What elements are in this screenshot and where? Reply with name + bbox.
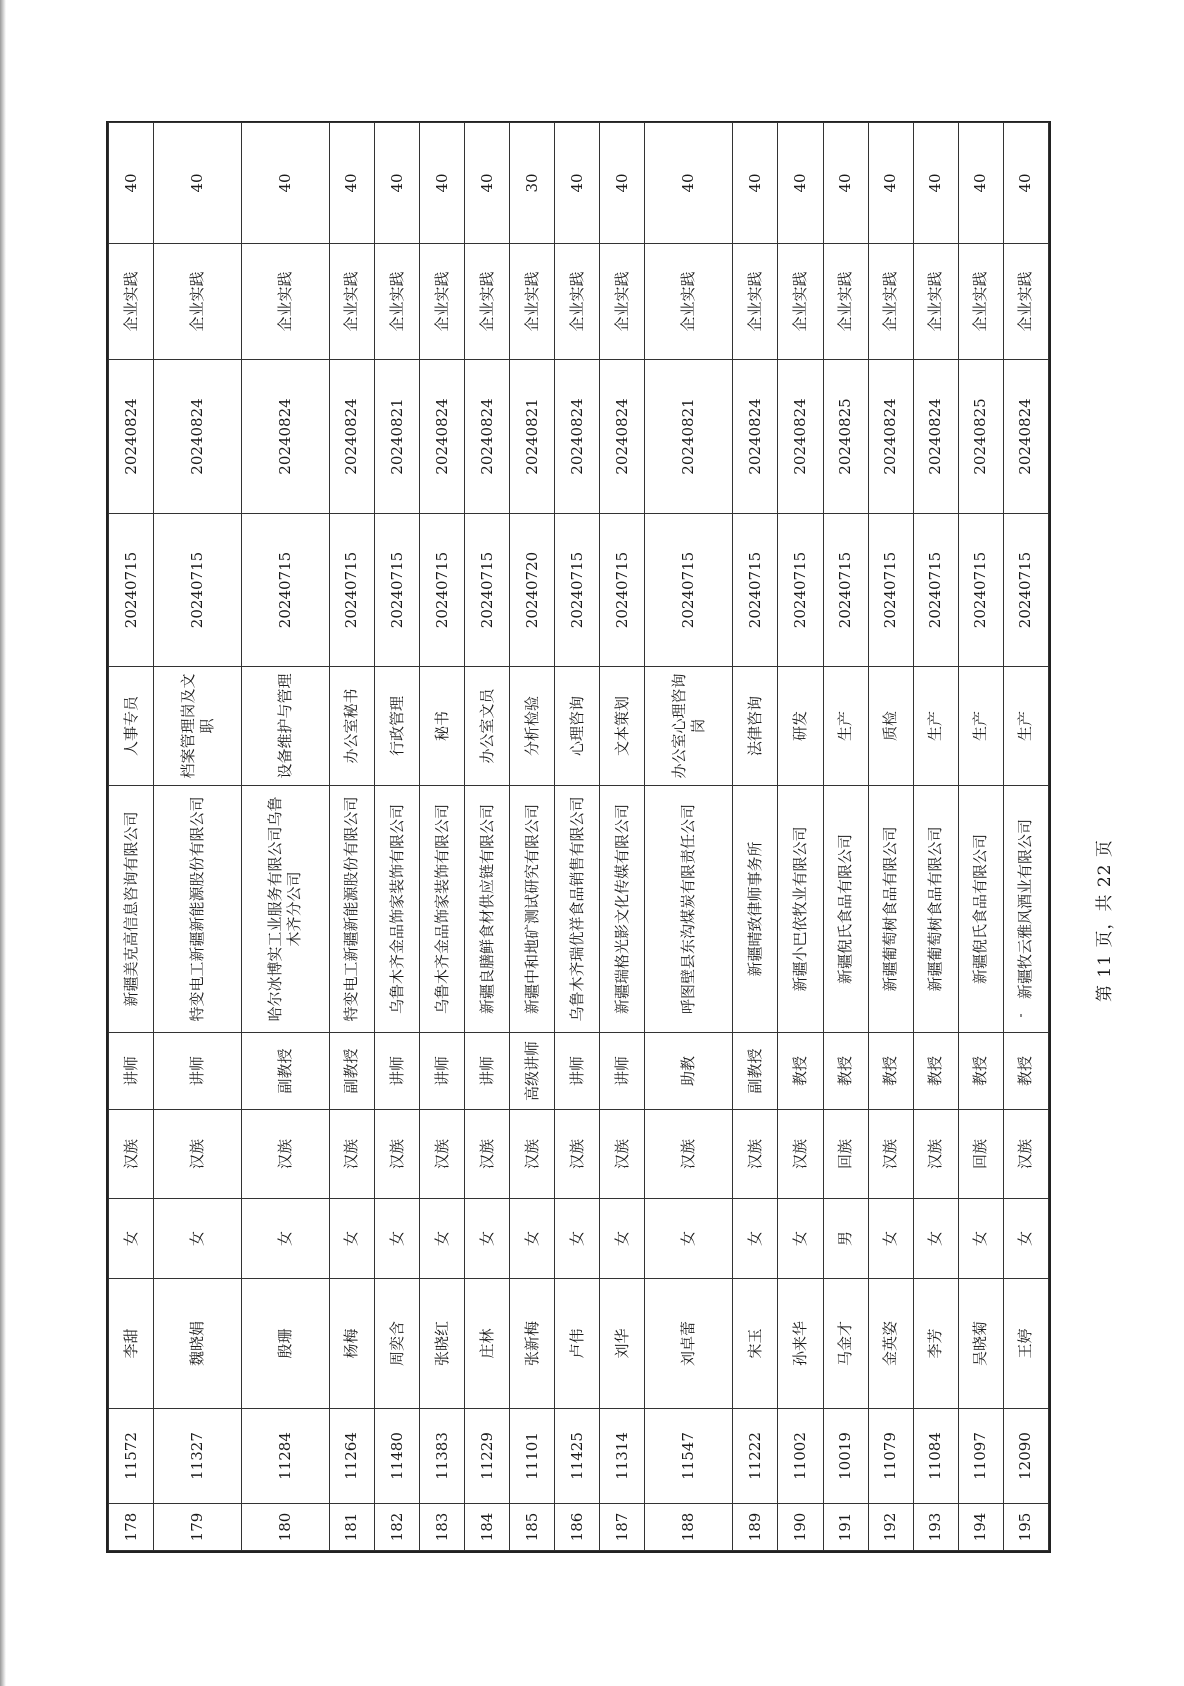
practice-type-cell: 企业实践 (958, 244, 1003, 360)
row-number-cell: 183 (420, 1504, 465, 1551)
row-number-cell: 190 (778, 1504, 823, 1551)
practice-position-cell: 人事专员 (109, 667, 154, 786)
practice-position-cell: 设备维护与管理 (241, 667, 329, 786)
practice-position-cell: 办公室秘书 (329, 667, 374, 786)
company-name-cell: 乌鲁木齐金品饰家装饰有限公司 (420, 786, 465, 1033)
practice-position-cell: 法律咨询 (733, 667, 778, 786)
practice-position-cell: 办公室心理咨询岗 (645, 667, 733, 786)
staff-id-cell: 11002 (778, 1409, 823, 1504)
hours-cell: 40 (154, 123, 242, 244)
start-date-cell: 20240715 (555, 514, 600, 667)
table-row (510, 123, 555, 1551)
gender-cell: 女 (420, 1199, 465, 1279)
company-name-cell: 新疆葡萄树食品有限公司 (868, 786, 913, 1033)
row-number-cell: 195 (1003, 1504, 1048, 1551)
staff-id-cell: 11097 (958, 1409, 1003, 1504)
practice-record-table (108, 122, 1049, 1551)
job-title-cell: 讲师 (600, 1033, 645, 1110)
practice-position-cell: 秘书 (420, 667, 465, 786)
scan-speck (1020, 1014, 1022, 1017)
practice-type-cell: 企业实践 (778, 244, 823, 360)
row-number-cell: 186 (555, 1504, 600, 1551)
hours-cell: 40 (600, 123, 645, 244)
practice-type-cell: 企业实践 (510, 244, 555, 360)
staff-id-cell: 11314 (600, 1409, 645, 1504)
practice-type-cell: 企业实践 (420, 244, 465, 360)
ethnicity-cell: 回族 (958, 1110, 1003, 1199)
practice-position-cell: 生产 (913, 667, 958, 786)
rotated-table-container (108, 123, 1049, 1551)
hours-cell: 40 (555, 123, 600, 244)
staff-id-cell: 11480 (374, 1409, 419, 1504)
row-number-cell: 192 (868, 1504, 913, 1551)
practice-position-cell: 分析检验 (510, 667, 555, 786)
company-name-cell: 新疆牧云雅风酒业有限公司 (1003, 786, 1048, 1033)
gender-cell: 女 (241, 1199, 329, 1279)
page-footer (1086, 832, 1126, 1002)
table-row (958, 123, 1003, 1551)
end-date-cell: 20240824 (420, 360, 465, 514)
hours-cell: 40 (823, 123, 868, 244)
person-name-cell: 吴晓菊 (958, 1279, 1003, 1409)
practice-type-cell: 企业实践 (868, 244, 913, 360)
table-row (465, 123, 510, 1551)
staff-id-cell: 11425 (555, 1409, 600, 1504)
job-title-cell: 副教授 (241, 1033, 329, 1110)
practice-position-cell: 生产 (823, 667, 868, 786)
start-date-cell: 20240715 (154, 514, 242, 667)
table-row (645, 123, 733, 1551)
ethnicity-cell: 汉族 (465, 1110, 510, 1199)
practice-position-cell: 行政管理 (374, 667, 419, 786)
staff-id-cell: 11547 (645, 1409, 733, 1504)
practice-type-cell: 企业实践 (600, 244, 645, 360)
scan-edge-shadow (0, 0, 6, 1686)
end-date-cell: 20240821 (645, 360, 733, 514)
row-number-cell: 189 (733, 1504, 778, 1551)
gender-cell: 女 (555, 1199, 600, 1279)
gender-cell: 女 (109, 1199, 154, 1279)
hours-cell: 40 (868, 123, 913, 244)
practice-position-cell: 文本策划 (600, 667, 645, 786)
start-date-cell: 20240715 (600, 514, 645, 667)
gender-cell: 女 (374, 1199, 419, 1279)
job-title-cell: 教授 (868, 1033, 913, 1110)
row-number-cell: 181 (329, 1504, 374, 1551)
practice-position-cell: 生产 (1003, 667, 1048, 786)
practice-type-cell: 企业实践 (241, 244, 329, 360)
job-title-cell: 讲师 (109, 1033, 154, 1110)
company-name-cell: 呼图壁县东沟煤炭有限责任公司 (645, 786, 733, 1033)
job-title-cell: 教授 (778, 1033, 823, 1110)
start-date-cell: 20240715 (374, 514, 419, 667)
practice-position-cell: 心理咨询 (555, 667, 600, 786)
practice-type-cell: 企业实践 (733, 244, 778, 360)
company-name-cell: 新疆晴致律师事务所 (733, 786, 778, 1033)
table-row (374, 123, 419, 1551)
person-name-cell: 卢伟 (555, 1279, 600, 1409)
person-name-cell: 张晓红 (420, 1279, 465, 1409)
job-title-cell: 讲师 (465, 1033, 510, 1110)
row-number-cell: 184 (465, 1504, 510, 1551)
company-name-cell: 新疆瑞格光影文化传媒有限公司 (600, 786, 645, 1033)
table-row (823, 123, 868, 1551)
end-date-cell: 20240824 (913, 360, 958, 514)
staff-id-cell: 11222 (733, 1409, 778, 1504)
company-name-cell: 新疆中和地矿测试研究有限公司 (510, 786, 555, 1033)
start-date-cell: 20240715 (778, 514, 823, 667)
job-title-cell: 高级讲师 (510, 1033, 555, 1110)
hours-cell: 40 (913, 123, 958, 244)
start-date-cell: 20240715 (958, 514, 1003, 667)
table-row (420, 123, 465, 1551)
ethnicity-cell: 汉族 (913, 1110, 958, 1199)
gender-cell: 女 (1003, 1199, 1048, 1279)
person-name-cell: 李甜 (109, 1279, 154, 1409)
practice-type-cell: 企业实践 (329, 244, 374, 360)
job-title-cell: 讲师 (420, 1033, 465, 1110)
job-title-cell: 教授 (823, 1033, 868, 1110)
end-date-cell: 20240825 (958, 360, 1003, 514)
person-name-cell: 宋玉 (733, 1279, 778, 1409)
gender-cell: 女 (958, 1199, 1003, 1279)
gender-cell: 女 (600, 1199, 645, 1279)
start-date-cell: 20240715 (868, 514, 913, 667)
staff-id-cell: 11084 (913, 1409, 958, 1504)
end-date-cell: 20240824 (241, 360, 329, 514)
start-date-cell: 20240715 (109, 514, 154, 667)
person-name-cell: 刘华 (600, 1279, 645, 1409)
ethnicity-cell: 汉族 (154, 1110, 242, 1199)
gender-cell: 女 (913, 1199, 958, 1279)
table-row (778, 123, 823, 1551)
company-name-cell: 特变电工新疆新能源股份有限公司 (154, 786, 242, 1033)
staff-id-cell: 11101 (510, 1409, 555, 1504)
job-title-cell: 讲师 (154, 1033, 242, 1110)
company-name-cell: 乌鲁木齐金品饰家装饰有限公司 (374, 786, 419, 1033)
person-name-cell: 刘卓蕾 (645, 1279, 733, 1409)
gender-cell: 女 (510, 1199, 555, 1279)
hours-cell: 40 (1003, 123, 1048, 244)
gender-cell: 女 (154, 1199, 242, 1279)
end-date-cell: 20240824 (733, 360, 778, 514)
job-title-cell: 教授 (913, 1033, 958, 1110)
hours-cell: 40 (645, 123, 733, 244)
start-date-cell: 20240715 (1003, 514, 1048, 667)
hours-cell: 40 (778, 123, 823, 244)
table-row (733, 123, 778, 1551)
ethnicity-cell: 汉族 (868, 1110, 913, 1199)
person-name-cell: 庄林 (465, 1279, 510, 1409)
table-row (329, 123, 374, 1551)
job-title-cell: 助教 (645, 1033, 733, 1110)
ethnicity-cell: 汉族 (510, 1110, 555, 1199)
person-name-cell: 殷珊 (241, 1279, 329, 1409)
person-name-cell: 李芳 (913, 1279, 958, 1409)
end-date-cell: 20240824 (329, 360, 374, 514)
hours-cell: 40 (420, 123, 465, 244)
start-date-cell: 20240715 (465, 514, 510, 667)
row-number-cell: 194 (958, 1504, 1003, 1551)
hours-cell: 40 (109, 123, 154, 244)
start-date-cell: 20240715 (241, 514, 329, 667)
person-name-cell: 金英姿 (868, 1279, 913, 1409)
staff-id-cell: 11572 (109, 1409, 154, 1504)
person-name-cell: 周奕含 (374, 1279, 419, 1409)
job-title-cell: 副教授 (329, 1033, 374, 1110)
hours-cell: 40 (958, 123, 1003, 244)
company-name-cell: 新疆美克高信息咨询有限公司 (109, 786, 154, 1033)
company-name-cell: 乌鲁木齐瑞优祥食品销售有限公司 (555, 786, 600, 1033)
start-date-cell: 20240715 (733, 514, 778, 667)
ethnicity-cell: 汉族 (329, 1110, 374, 1199)
ethnicity-cell: 汉族 (374, 1110, 419, 1199)
end-date-cell: 20240824 (109, 360, 154, 514)
page-number-label: 第 11 页，共 22 页 (1095, 839, 1115, 1002)
gender-cell: 女 (733, 1199, 778, 1279)
practice-type-cell: 企业实践 (823, 244, 868, 360)
practice-position-cell: 办公室文员 (465, 667, 510, 786)
company-name-cell: 新疆倪氏食品有限公司 (958, 786, 1003, 1033)
row-number-cell: 191 (823, 1504, 868, 1551)
hours-cell: 30 (510, 123, 555, 244)
job-title-cell: 讲师 (374, 1033, 419, 1110)
hours-cell: 40 (241, 123, 329, 244)
staff-id-cell: 11079 (868, 1409, 913, 1504)
start-date-cell: 20240715 (645, 514, 733, 667)
gender-cell: 女 (645, 1199, 733, 1279)
end-date-cell: 20240824 (1003, 360, 1048, 514)
person-name-cell: 王婷 (1003, 1279, 1048, 1409)
table-row (154, 123, 242, 1551)
table-row (109, 123, 154, 1551)
gender-cell: 男 (823, 1199, 868, 1279)
hours-cell: 40 (733, 123, 778, 244)
row-number-cell: 182 (374, 1504, 419, 1551)
row-number-cell: 187 (600, 1504, 645, 1551)
end-date-cell: 20240824 (154, 360, 242, 514)
table-row (600, 123, 645, 1551)
end-date-cell: 20240824 (600, 360, 645, 514)
company-name-cell: 新疆葡萄树食品有限公司 (913, 786, 958, 1033)
ethnicity-cell: 汉族 (1003, 1110, 1048, 1199)
company-name-cell: 新疆倪氏食品有限公司 (823, 786, 868, 1033)
end-date-cell: 20240824 (868, 360, 913, 514)
end-date-cell: 20240824 (465, 360, 510, 514)
table-row (913, 123, 958, 1551)
ethnicity-cell: 汉族 (733, 1110, 778, 1199)
gender-cell: 女 (778, 1199, 823, 1279)
start-date-cell: 20240720 (510, 514, 555, 667)
gender-cell: 女 (465, 1199, 510, 1279)
practice-type-cell: 企业实践 (154, 244, 242, 360)
person-name-cell: 魏晓娟 (154, 1279, 242, 1409)
table-row (555, 123, 600, 1551)
row-number-cell: 193 (913, 1504, 958, 1551)
practice-type-cell: 企业实践 (465, 244, 510, 360)
person-name-cell: 杨梅 (329, 1279, 374, 1409)
staff-id-cell: 12090 (1003, 1409, 1048, 1504)
start-date-cell: 20240715 (420, 514, 465, 667)
practice-position-cell: 档案管理岗及文职 (154, 667, 242, 786)
job-title-cell: 教授 (958, 1033, 1003, 1110)
row-number-cell: 188 (645, 1504, 733, 1551)
table-row (241, 123, 329, 1551)
staff-id-cell: 11284 (241, 1409, 329, 1504)
end-date-cell: 20240825 (823, 360, 868, 514)
hours-cell: 40 (465, 123, 510, 244)
person-name-cell: 马金才 (823, 1279, 868, 1409)
row-number-cell: 179 (154, 1504, 242, 1551)
staff-id-cell: 11383 (420, 1409, 465, 1504)
practice-type-cell: 企业实践 (913, 244, 958, 360)
end-date-cell: 20240821 (374, 360, 419, 514)
hours-cell: 40 (374, 123, 419, 244)
company-name-cell: 新疆良膳鲜食材供应链有限公司 (465, 786, 510, 1033)
job-title-cell: 教授 (1003, 1033, 1048, 1110)
practice-type-cell: 企业实践 (109, 244, 154, 360)
company-name-cell: 新疆小巴依牧业有限公司 (778, 786, 823, 1033)
ethnicity-cell: 汉族 (241, 1110, 329, 1199)
end-date-cell: 20240824 (555, 360, 600, 514)
practice-position-cell: 生产 (958, 667, 1003, 786)
company-name-cell: 特变电工新疆新能源股份有限公司 (329, 786, 374, 1033)
end-date-cell: 20240821 (510, 360, 555, 514)
ethnicity-cell: 汉族 (109, 1110, 154, 1199)
practice-type-cell: 企业实践 (645, 244, 733, 360)
practice-type-cell: 企业实践 (374, 244, 419, 360)
hours-cell: 40 (329, 123, 374, 244)
row-number-cell: 180 (241, 1504, 329, 1551)
practice-position-cell: 质检 (868, 667, 913, 786)
table-frame (106, 121, 1051, 1553)
staff-id-cell: 10019 (823, 1409, 868, 1504)
practice-type-cell: 企业实践 (555, 244, 600, 360)
person-name-cell: 张新梅 (510, 1279, 555, 1409)
practice-type-cell: 企业实践 (1003, 244, 1048, 360)
start-date-cell: 20240715 (823, 514, 868, 667)
table-row (868, 123, 913, 1551)
start-date-cell: 20240715 (913, 514, 958, 667)
person-name-cell: 孙来华 (778, 1279, 823, 1409)
ethnicity-cell: 汉族 (600, 1110, 645, 1199)
ethnicity-cell: 汉族 (778, 1110, 823, 1199)
staff-id-cell: 11327 (154, 1409, 242, 1504)
row-number-cell: 185 (510, 1504, 555, 1551)
table-row (1003, 123, 1048, 1551)
row-number-cell: 178 (109, 1504, 154, 1551)
ethnicity-cell: 回族 (823, 1110, 868, 1199)
job-title-cell: 副教授 (733, 1033, 778, 1110)
company-name-cell: 哈尔冰博实工业服务有限公司乌鲁木齐分公司 (241, 786, 329, 1033)
gender-cell: 女 (868, 1199, 913, 1279)
ethnicity-cell: 汉族 (645, 1110, 733, 1199)
staff-id-cell: 11264 (329, 1409, 374, 1504)
job-title-cell: 讲师 (555, 1033, 600, 1110)
gender-cell: 女 (329, 1199, 374, 1279)
start-date-cell: 20240715 (329, 514, 374, 667)
staff-id-cell: 11229 (465, 1409, 510, 1504)
end-date-cell: 20240824 (778, 360, 823, 514)
ethnicity-cell: 汉族 (555, 1110, 600, 1199)
practice-position-cell: 研发 (778, 667, 823, 786)
ethnicity-cell: 汉族 (420, 1110, 465, 1199)
